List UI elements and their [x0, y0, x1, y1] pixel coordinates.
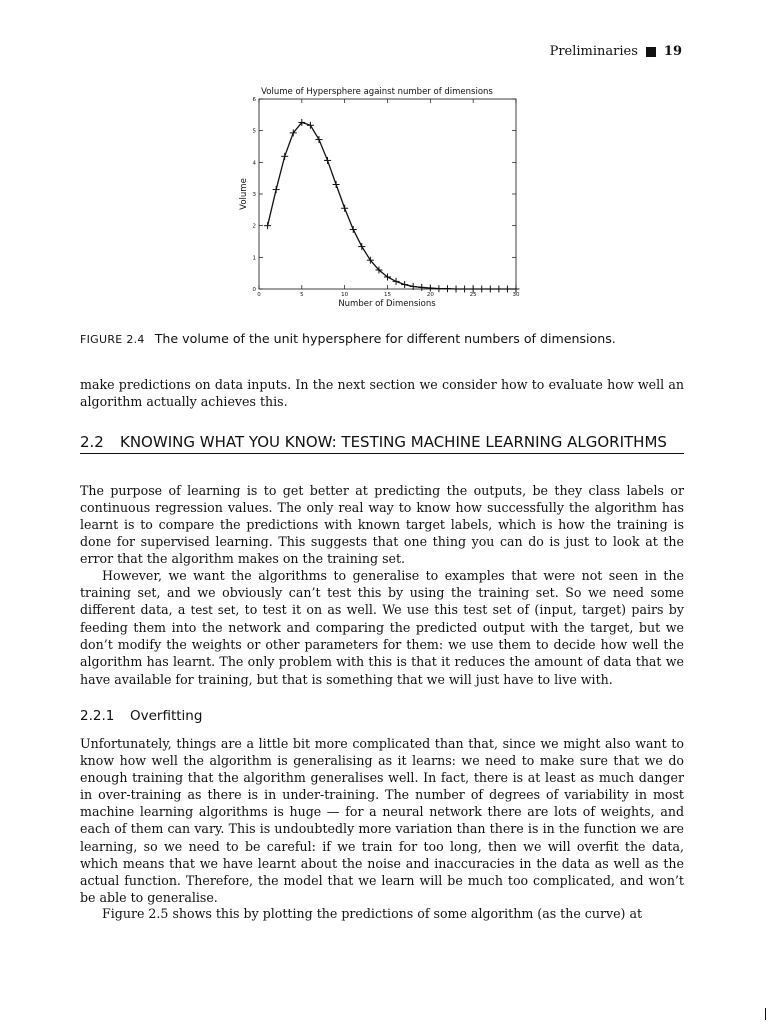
y-tick-label: 5 [252, 128, 256, 135]
x-tick-label: 5 [300, 292, 304, 298]
data-point-marker [487, 286, 494, 293]
running-title: Preliminaries [549, 44, 638, 59]
figure-caption-text: The volume of the unit hypersphere for different numbers of dimensions. [154, 331, 616, 346]
paragraph-2-start: However, we want the algorithms to generalise to examples that were not seen in the training set, and we obviously can’t test this by using the training set. So we need some different data, a [80, 568, 684, 618]
section-paragraph-1: The purpose of learning is to get better at predicting the outputs, be they class labels or continuous regression values. The only real way to know how successfully the algorithm has learnt is to compare the predictions with known target labels, which is how the training is done for supervised learning. This suggests that one thing you can do is just to look at the error that the algorithm makes on the training set. [80, 483, 684, 567]
intro-paragraph: make predictions on data inputs. In the next section we consider how to evaluate how well an algorithm actually achieves this. [80, 377, 684, 410]
x-tick-label: 25 [469, 292, 477, 298]
data-point-marker [393, 278, 400, 285]
y-tick-label: 3 [252, 192, 256, 198]
data-point-marker [350, 226, 357, 233]
y-tick-label: 0 [252, 287, 256, 293]
data-point-marker [273, 186, 280, 193]
subsection-heading [80, 708, 202, 724]
data-point-marker [418, 284, 425, 291]
y-tick-label: 1 [252, 255, 256, 262]
chart-title: Volume of Hypersphere against number of dimensions [261, 87, 493, 97]
data-point-marker [358, 243, 365, 250]
square-icon [646, 47, 656, 57]
hypersphere-volume-chart [222, 82, 532, 312]
data-point-marker [444, 285, 451, 292]
subsection-title: Overfitting [130, 708, 203, 724]
x-tick-label: 0 [257, 292, 261, 298]
section-title: KNOWING WHAT YOU KNOW: TESTING MACHINE LEARNING ALGORITHMS [120, 433, 667, 451]
data-point-marker [427, 285, 434, 292]
y-tick-label: 4 [252, 160, 256, 167]
data-point-marker [504, 286, 511, 293]
data-point-marker [401, 281, 408, 288]
y-tick-label: 2 [252, 223, 256, 230]
running-head [550, 44, 682, 59]
series-line [268, 122, 516, 289]
x-tick-label: 10 [341, 292, 349, 298]
test-set-term: test set [190, 603, 236, 618]
page-number: 19 [663, 44, 682, 59]
section-paragraph-2 [80, 567, 684, 688]
section-number: 2.2 [80, 433, 104, 451]
data-point-marker [495, 286, 502, 293]
data-point-marker [478, 286, 485, 293]
subsection-paragraph-2: Figure 2.5 shows this by plotting the predictions of some algorithm (as the curve) at [102, 906, 643, 921]
data-point-marker [341, 205, 348, 212]
data-point-marker [453, 286, 460, 293]
y-axis-ticks [253, 97, 517, 293]
subsection-paragraph-1: Unfortunately, things are a little bit more complicated than that, since we might also want to know how well the algorithm is generalising as it learns: we need to make sure that we do enough training that the algorithm generalises well. In fact, there is at least as much danger in over-training as there is in under-training. The number of degrees of variability in most machine learning algorithms is huge — for a neural network there are lots of weights, and each of them can vary. This is undoubtedly more variation than there is in the function we are learning, so we need to be careful: if we train for too long, then we will overfit the data, which means that we have learnt about the noise and inaccuracies in the data as well as the actual function. Therefore, the model that we learn will be much too complicated, and won’t be able to generalise. [80, 736, 684, 905]
x-axis-label: Number of Dimensions [338, 299, 436, 309]
subsection-number: 2.2.1 [80, 708, 115, 724]
data-point-marker [461, 286, 468, 293]
y-axis-label: Volume [239, 178, 249, 210]
y-tick-label: 6 [252, 97, 256, 103]
x-tick-label: 20 [426, 292, 434, 298]
figure-caption [80, 331, 690, 346]
data-point-marker [315, 136, 322, 143]
paragraph-2-end: , to test it on as well. We use this test set of (input, target) pairs by feeding them into the network and comparing the predicted output with the target, but we don’t modify the weights or other parameters for them: we use them to decide how well the algorithm has learnt. The only problem with this is that it reduces the amount of data that we have available for training, but that is something that we will just have to live with. [80, 602, 684, 687]
data-point-marker [264, 222, 271, 229]
page-edge-mark [765, 1008, 766, 1020]
x-tick-label: 30 [512, 292, 520, 298]
x-tick-label: 15 [384, 292, 391, 298]
data-point-marker [324, 157, 331, 164]
section-heading [80, 432, 684, 454]
figure-label: FIGURE 2.4 [80, 333, 145, 346]
data-point-marker [333, 181, 340, 188]
data-point-marker [435, 285, 442, 292]
data-point-marker [281, 153, 288, 160]
data-point-marker [307, 122, 314, 129]
series-markers [264, 119, 519, 293]
